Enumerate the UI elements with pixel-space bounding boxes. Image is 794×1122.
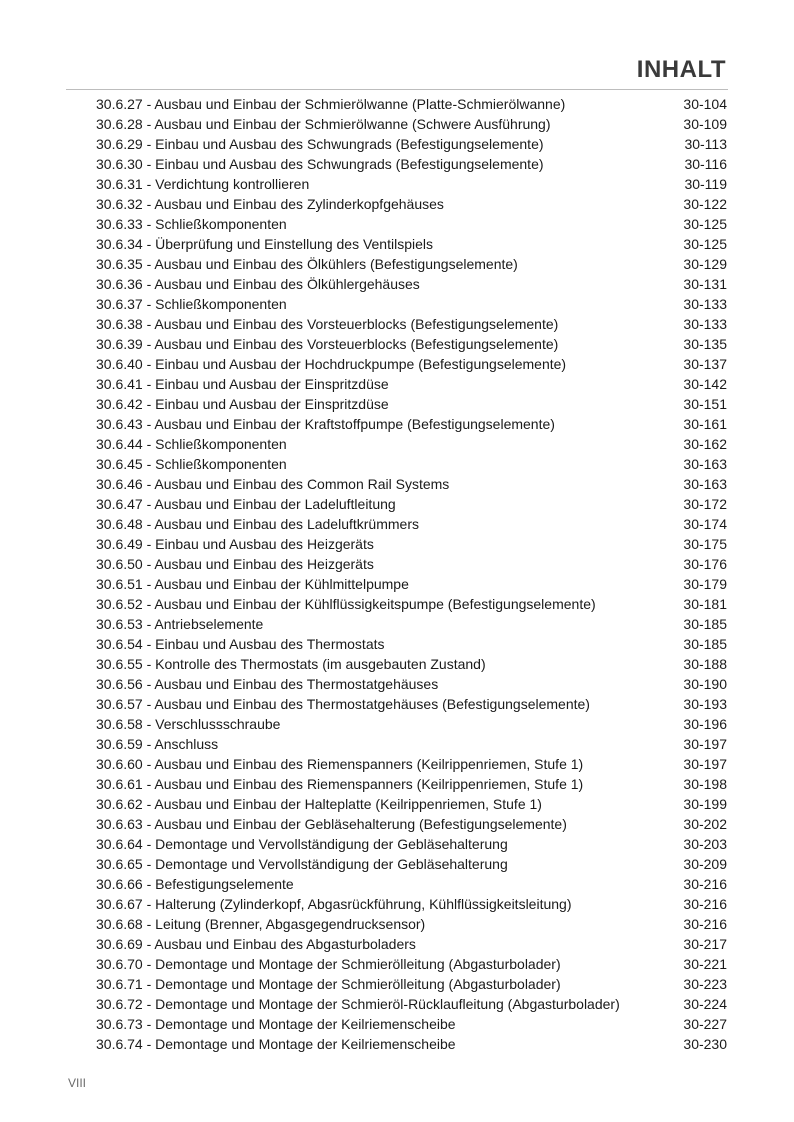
toc-entry [96,354,727,374]
toc-entry [96,394,727,414]
toc-entry-title: 30.6.60 - Ausbau und Einbau des Riemenspanners (Keilrippenriemen, Stufe 1) [96,756,584,772]
toc-entry-page: 30-161 [683,416,727,432]
toc-entry-title: 30.6.68 - Leitung (Brenner, Abgasgegendrucksensor) [96,916,426,932]
toc-entry-title: 30.6.35 - Ausbau und Einbau des Ölkühlers (Befestigungselemente) [96,256,518,272]
toc-entry-page: 30-198 [683,776,727,792]
toc-entry-page: 30-216 [683,916,727,932]
toc-entry-page: 30-217 [683,936,727,952]
toc-entry [96,714,727,734]
toc-entry-page: 30-142 [683,376,727,392]
toc-entry [96,874,727,894]
toc-entry-page: 30-137 [683,356,727,372]
toc-entry-title: 30.6.33 - Schließkomponenten [96,216,287,232]
toc-entry [96,974,727,994]
toc-entry [96,334,727,354]
toc-entry-page: 30-227 [683,1016,727,1032]
toc-entry [96,774,727,794]
toc-entry [96,554,727,574]
toc-entry-page: 30-185 [683,636,727,652]
toc-entry-page: 30-197 [683,756,727,772]
toc-entry [96,274,727,294]
toc-entry-page: 30-131 [683,276,727,292]
toc-entry-title: 30.6.52 - Ausbau und Einbau der Kühlflüssigkeitspumpe (Befestigungselemente) [96,596,596,612]
toc-entry-title: 30.6.54 - Einbau und Ausbau des Thermostats [96,636,385,652]
toc-entry-title: 30.6.72 - Demontage und Montage der Schmieröl-Rücklaufleitung (Abgasturbolader) [96,996,620,1012]
toc-entry [96,854,727,874]
toc-entry-title: 30.6.38 - Ausbau und Einbau des Vorsteuerblocks (Befestigungselemente) [96,316,559,332]
toc-entry-page: 30-221 [683,956,727,972]
toc-entry-title: 30.6.55 - Kontrolle des Thermostats (im ausgebauten Zustand) [96,656,486,672]
toc-entry-page: 30-203 [683,836,727,852]
toc-entry-title: 30.6.67 - Halterung (Zylinderkopf, Abgasrückführung, Kühlflüssigkeitsleitung) [96,896,572,912]
toc-entry-page: 30-216 [683,896,727,912]
toc-entry-title: 30.6.29 - Einbau und Ausbau des Schwungrads (Befestigungselemente) [96,136,544,152]
toc-entry-title: 30.6.69 - Ausbau und Einbau des Abgasturboladers [96,936,416,952]
toc-entry [96,954,727,974]
toc-entry-title: 30.6.70 - Demontage und Montage der Schmierölleitung (Abgasturbolader) [96,956,561,972]
toc-entry [96,94,727,114]
toc-entry [96,134,727,154]
toc-entry-title: 30.6.74 - Demontage und Montage der Keilriemenscheibe [96,1036,456,1052]
toc-entry-title: 30.6.45 - Schließkomponenten [96,456,287,472]
toc-entry [96,414,727,434]
toc-entry-page: 30-209 [683,856,727,872]
toc-entry [96,254,727,274]
toc-entry-page: 30-125 [683,216,727,232]
toc-entry [96,794,727,814]
toc-entry [96,994,727,1014]
toc-entry-title: 30.6.39 - Ausbau und Einbau des Vorsteuerblocks (Befestigungselemente) [96,336,559,352]
toc-entry [96,194,727,214]
toc-entry-page: 30-109 [683,116,727,132]
toc-entry-title: 30.6.40 - Einbau und Ausbau der Hochdruckpumpe (Befestigungselemente) [96,356,567,372]
toc-entry-title: 30.6.48 - Ausbau und Einbau des Ladeluftkrümmers [96,516,419,532]
toc-entry-title: 30.6.27 - Ausbau und Einbau der Schmierölwanne (Platte-Schmierölwanne) [96,96,566,112]
toc-entry [96,434,727,454]
toc-entry-page: 30-104 [683,96,727,112]
toc-entry [96,514,727,534]
toc-entry [96,374,727,394]
toc-entry-page: 30-133 [683,316,727,332]
toc-entry-title: 30.6.42 - Einbau und Ausbau der Einspritzdüse [96,396,389,412]
toc-entry-title: 30.6.56 - Ausbau und Einbau des Thermostatgehäuses [96,676,439,692]
toc-entry-page: 30-129 [683,256,727,272]
toc-entry-title: 30.6.65 - Demontage und Vervollständigung der Gebläsehalterung [96,856,508,872]
toc-entry-page: 30-188 [683,656,727,672]
toc-entry-page: 30-125 [683,236,727,252]
toc-entry [96,634,727,654]
toc-entry-title: 30.6.64 - Demontage und Vervollständigung der Gebläsehalterung [96,836,508,852]
toc-entry [96,474,727,494]
toc-entry-title: 30.6.58 - Verschlussschraube [96,716,281,732]
toc-entry-page: 30-174 [683,516,727,532]
toc-entry-title: 30.6.44 - Schließkomponenten [96,436,287,452]
toc-entry-page: 30-196 [683,716,727,732]
page-number: VIII [68,1076,87,1090]
toc-entry [96,734,727,754]
toc-entry [96,594,727,614]
toc-entry-title: 30.6.32 - Ausbau und Einbau des Zylinderkopfgehäuses [96,196,444,212]
toc-entry-page: 30-133 [683,296,727,312]
toc-entry [96,234,727,254]
toc-entry-title: 30.6.47 - Ausbau und Einbau der Ladeluftleitung [96,496,396,512]
toc-entry-page: 30-151 [683,396,727,412]
toc-entry-title: 30.6.28 - Ausbau und Einbau der Schmierölwanne (Schwere Ausführung) [96,116,551,132]
toc-entry-page: 30-175 [683,536,727,552]
toc-entry [96,894,727,914]
toc-entry-page: 30-162 [683,436,727,452]
toc-entry [96,1014,727,1034]
toc-entry-page: 30-193 [683,696,727,712]
toc-entry-title: 30.6.66 - Befestigungselemente [96,876,294,892]
toc-entry [96,214,727,234]
table-of-contents [96,94,727,1054]
toc-entry-title: 30.6.62 - Ausbau und Einbau der Halteplatte (Keilrippenriemen, Stufe 1) [96,796,542,812]
toc-entry [96,314,727,334]
toc-entry [96,754,727,774]
toc-entry-page: 30-199 [683,796,727,812]
toc-entry [96,914,727,934]
toc-entry [96,674,727,694]
toc-entry-title: 30.6.46 - Ausbau und Einbau des Common Rail Systems [96,476,450,492]
toc-entry-title: 30.6.31 - Verdichtung kontrollieren [96,176,310,192]
toc-entry-title: 30.6.49 - Einbau und Ausbau des Heizgeräts [96,536,374,552]
toc-entry [96,534,727,554]
toc-entry [96,174,727,194]
toc-entry-title: 30.6.61 - Ausbau und Einbau des Riemenspanners (Keilrippenriemen, Stufe 1) [96,776,584,792]
toc-entry-page: 30-122 [683,196,727,212]
toc-entry-title: 30.6.71 - Demontage und Montage der Schmierölleitung (Abgasturbolader) [96,976,561,992]
toc-entry-page: 30-185 [683,616,727,632]
toc-entry-page: 30-216 [683,876,727,892]
toc-entry-page: 30-119 [684,176,727,192]
toc-entry-page: 30-230 [683,1036,727,1052]
toc-entry [96,114,727,134]
toc-entry-page: 30-202 [683,816,727,832]
toc-entry [96,454,727,474]
toc-entry-page: 30-223 [683,976,727,992]
toc-entry [96,154,727,174]
toc-entry-title: 30.6.30 - Einbau und Ausbau des Schwungrads (Befestigungselemente) [96,156,544,172]
toc-entry-title: 30.6.73 - Demontage und Montage der Keilriemenscheibe [96,1016,456,1032]
toc-entry-title: 30.6.63 - Ausbau und Einbau der Gebläsehalterung (Befestigungselemente) [96,816,567,832]
toc-entry [96,934,727,954]
toc-entry-page: 30-197 [683,736,727,752]
toc-entry-title: 30.6.57 - Ausbau und Einbau des Thermostatgehäuses (Befestigungselemente) [96,696,590,712]
toc-entry-title: 30.6.43 - Ausbau und Einbau der Kraftstoffpumpe (Befestigungselemente) [96,416,555,432]
header-divider [66,89,728,90]
toc-entry-page: 30-224 [683,996,727,1012]
toc-entry [96,294,727,314]
toc-entry [96,614,727,634]
toc-entry-title: 30.6.59 - Anschluss [96,736,219,752]
toc-entry-title: 30.6.50 - Ausbau und Einbau des Heizgeräts [96,556,374,572]
toc-entry-page: 30-172 [683,496,727,512]
toc-entry [96,814,727,834]
toc-entry [96,834,727,854]
toc-entry-page: 30-163 [683,456,727,472]
toc-entry-page: 30-190 [683,676,727,692]
page-title: INHALT [636,56,726,83]
toc-entry-title: 30.6.51 - Ausbau und Einbau der Kühlmittelpumpe [96,576,409,592]
toc-entry-page: 30-113 [684,136,727,152]
toc-entry-page: 30-181 [683,596,727,612]
toc-entry [96,1034,727,1054]
toc-entry-title: 30.6.37 - Schließkomponenten [96,296,287,312]
toc-entry [96,654,727,674]
toc-entry-page: 30-179 [683,576,727,592]
toc-entry-title: 30.6.34 - Überprüfung und Einstellung des Ventilspiels [96,236,433,252]
toc-entry-title: 30.6.41 - Einbau und Ausbau der Einspritzdüse [96,376,389,392]
toc-entry [96,494,727,514]
toc-entry-title: 30.6.36 - Ausbau und Einbau des Ölkühlergehäuses [96,276,420,292]
toc-entry-page: 30-163 [683,476,727,492]
toc-entry-page: 30-176 [683,556,727,572]
toc-entry-title: 30.6.53 - Antriebselemente [96,616,264,632]
toc-entry-page: 30-135 [683,336,727,352]
toc-entry [96,574,727,594]
toc-entry [96,694,727,714]
toc-entry-page: 30-116 [684,156,727,172]
